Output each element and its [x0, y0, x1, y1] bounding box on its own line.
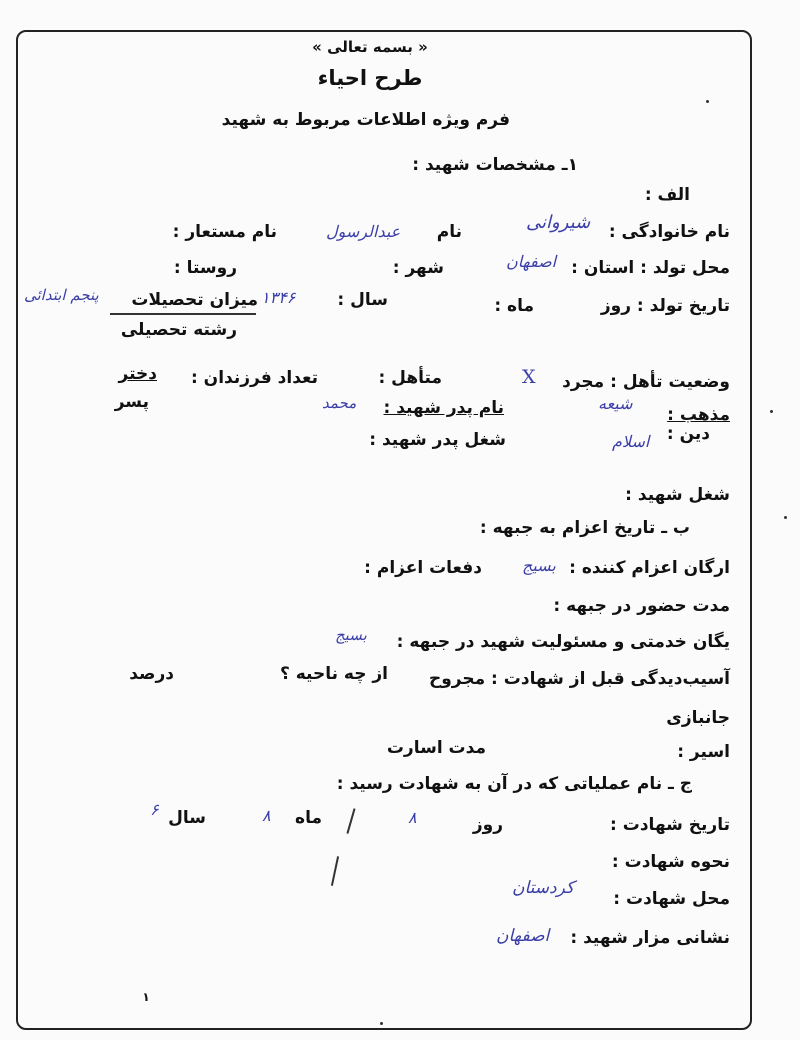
section-1-heading: ۱ـ مشخصات شهید : [412, 155, 578, 175]
education-underline [110, 313, 256, 315]
injury-label: آسیب‌دیدگی قبل از شهادت : مجروح [428, 669, 730, 689]
family-name-value: شیروانی [526, 212, 591, 233]
father-name-value: محمد [322, 394, 357, 412]
project-title: طرح احیاء [317, 66, 423, 90]
religion-value: اسلام [612, 432, 650, 451]
dispatch-org-label: ارگان اعزام کننده : [569, 558, 730, 578]
birth-year-value: ۱۳۴۶ [261, 288, 296, 307]
page-mark: ۱ [142, 990, 150, 1004]
section-j-heading: ج ـ نام عملیاتی که در آن به شهادت رسید : [336, 774, 692, 794]
martyrdom-year-value: ۶ [150, 800, 159, 819]
first-name-value: عبدالرسول [326, 222, 401, 241]
sect-label: مذهب : [667, 405, 730, 425]
veteran-label: جانبازی [666, 708, 730, 728]
first-name-label: نام [436, 222, 462, 242]
city-label: شهر : [392, 258, 444, 278]
father-name-label: نام پدر شهید : [383, 398, 504, 418]
section-b-heading: ب ـ تاریخ اعزام به جبهه : [479, 518, 690, 538]
birthdate-label: تاریخ تولد : روز [600, 296, 730, 316]
martyrdom-month-value: ۸ [262, 806, 271, 825]
birth-year-label: سال : [337, 290, 388, 310]
field-of-study-label: رشته تحصیلی [120, 320, 237, 340]
dispatch-org-value: بسیج [522, 556, 556, 575]
father-job-label: شغل پدر شهید : [369, 430, 506, 450]
martyrdom-day-value: ۸ [408, 808, 417, 827]
basmala: « بسمه تعالی » [312, 38, 428, 56]
village-label: روستا : [173, 258, 237, 278]
marital-status-label: وضعیت تأهل : مجرد [562, 372, 730, 392]
dispatch-times-label: دفعات اعزام : [364, 558, 482, 578]
martyrdom-date-label: تاریخ شهادت : [610, 815, 730, 835]
injury-region-label: از چه ناحیه ؟ [279, 664, 388, 684]
scan-speck [380, 1022, 383, 1025]
percent-label: درصد [129, 664, 174, 684]
martyrdom-month-label: ماه [295, 808, 322, 828]
martyrdom-day-label: روز [472, 815, 503, 835]
front-duration-label: مدت حضور در جبهه : [553, 596, 730, 616]
scan-speck [784, 516, 787, 519]
education-value: پنجم ابتدائی [24, 286, 99, 304]
son-label: پسر [114, 392, 149, 412]
captivity-duration-label: مدت اسارت [386, 738, 486, 758]
religion-label: دین : [666, 424, 710, 444]
captive-label: اسیر : [677, 742, 730, 762]
scan-speck [706, 100, 709, 103]
martyrdom-place-label: محل شهادت : [613, 889, 730, 909]
unit-responsibility-label: یگان خدمتی و مسئولیت شهید در جبهه : [396, 632, 730, 652]
scan-speck [770, 410, 773, 413]
education-label: میزان تحصیلات [131, 290, 258, 310]
married-label: متأهل : [378, 368, 442, 388]
martyrdom-place-value: کردستان [512, 878, 575, 898]
sect-value: شیعه [598, 394, 633, 413]
grave-address-label: نشانی مزار شهید : [570, 928, 730, 948]
single-mark: X [522, 366, 536, 388]
birth-month-label: ماه : [494, 296, 534, 316]
alias-label: نام مستعار : [172, 222, 277, 242]
martyr-job-label: شغل شهید : [625, 485, 730, 505]
daughter-label: دختر [118, 364, 157, 384]
alef-label: الف : [644, 185, 690, 205]
grave-address-value: اصفهان [496, 926, 550, 946]
family-name-label: نام خانوادگی : [608, 222, 730, 242]
martyrdom-year-label: سال [168, 808, 206, 828]
birthplace-label: محل تولد : استان : [571, 258, 730, 278]
form-title: فرم ویژه اطلاعات مربوط به شهید [221, 110, 510, 130]
children-count-label: تعداد فرزندان : [190, 368, 318, 388]
province-value: اصفهان [506, 252, 557, 271]
martyrdom-manner-label: نحوه شهادت : [611, 852, 730, 872]
unit-value: بسیج [335, 626, 367, 644]
